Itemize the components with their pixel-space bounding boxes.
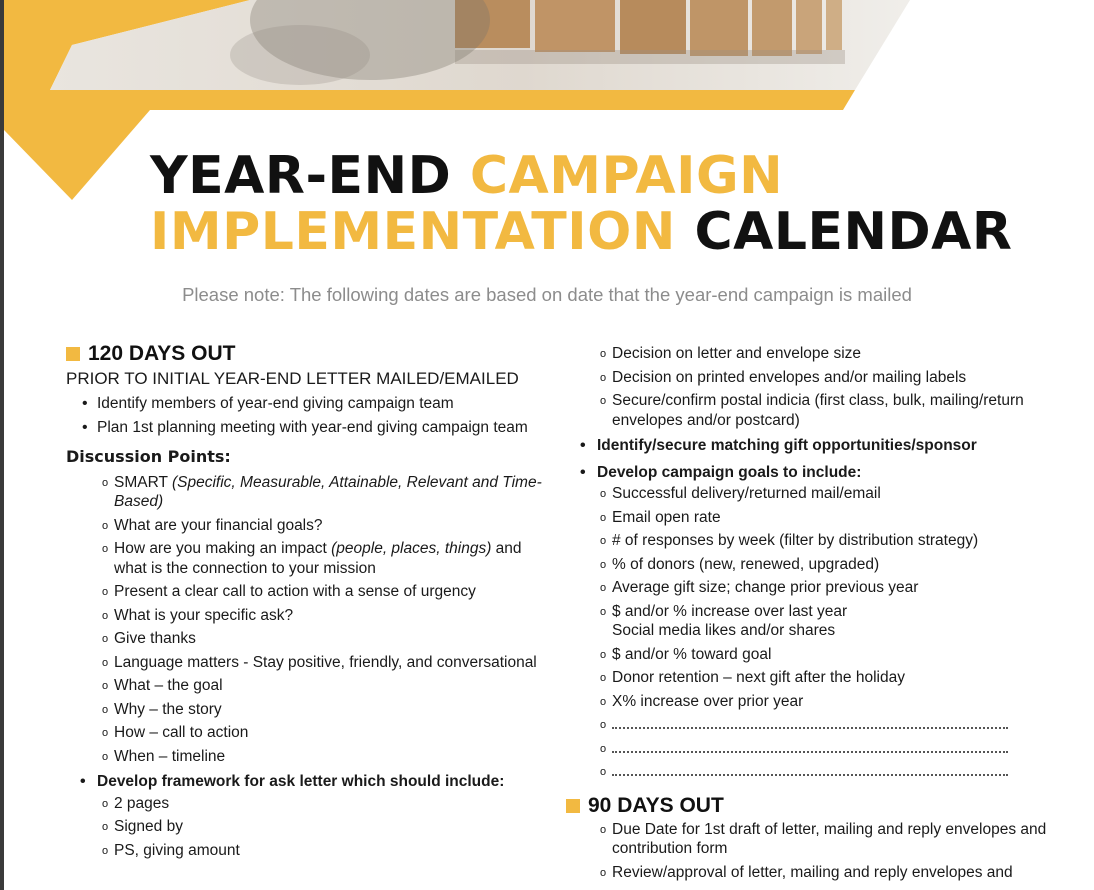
framework-item: o 2 pages bbox=[102, 794, 546, 814]
continued-items bbox=[600, 344, 1056, 430]
goal-item: o % of donors (new, renewed, upgraded) bbox=[600, 555, 1056, 575]
title-implementation: IMPLEMENTATION bbox=[150, 202, 695, 262]
section-120-days-heading bbox=[66, 340, 546, 368]
title-campaign: CAMPAIGN bbox=[469, 146, 784, 206]
dotted-fill-line bbox=[612, 715, 1008, 729]
gold-triangle bbox=[4, 110, 150, 200]
discussion-points-title: Discussion Points: bbox=[66, 447, 231, 466]
goal-item: o Successful delivery/returned mail/email bbox=[600, 484, 1056, 504]
right-column bbox=[566, 344, 1056, 886]
campaign-goals-list bbox=[600, 484, 1056, 782]
cork-tiles bbox=[455, 0, 845, 64]
section-90-items bbox=[600, 820, 1056, 883]
section-90-days-label: 90 DAYS OUT bbox=[588, 793, 724, 817]
goal-item: o Average gift size; change prior previous year bbox=[600, 578, 1056, 598]
blank-goal-line bbox=[600, 762, 1056, 782]
goal-item: o Email open rate bbox=[600, 508, 1056, 528]
matching-bullets bbox=[566, 434, 1056, 484]
framework-bullet: • Develop framework for ask letter which should include: bbox=[66, 770, 546, 794]
date-note: Please note: The following dates are based on date that the year-end campaign is mailed bbox=[182, 284, 912, 305]
title-year-end: YEAR-END bbox=[150, 146, 470, 206]
gold-band bbox=[4, 90, 855, 110]
framework-items bbox=[102, 794, 546, 861]
discussion-item: o Language matters - Stay positive, friendly, and conversational bbox=[102, 653, 546, 673]
title-calendar: CALENDAR bbox=[694, 202, 1013, 262]
discussion-item: o How are you making an impact (people, places, things) and what is the connection to your mission bbox=[102, 539, 546, 578]
goal-item: o $ and/or % increase over last year Social media likes and/or shares bbox=[600, 602, 1056, 641]
continued-item: o Decision on printed envelopes and/or mailing labels bbox=[600, 368, 1056, 388]
goal-item: o $ and/or % toward goal bbox=[600, 645, 1056, 665]
framework-bullets bbox=[66, 770, 546, 794]
discussion-item: o Present a clear call to action with a sense of urgency bbox=[102, 582, 546, 602]
blank-goal-line bbox=[600, 715, 1056, 735]
campaign-goals-bullet: • Develop campaign goals to include: bbox=[566, 461, 1056, 485]
continued-item: o Secure/confirm postal indicia (first class, bulk, mailing/return envelopes and/or postcard) bbox=[600, 391, 1056, 430]
discussion-item: o How – call to action bbox=[102, 723, 546, 743]
section-120-days-subheading: PRIOR TO INITIAL YEAR-END LETTER MAILED/EMAILED bbox=[66, 369, 519, 388]
discussion-points-list bbox=[102, 473, 546, 767]
continued-item: o Decision on letter and envelope size bbox=[600, 344, 1056, 364]
section-120-days-label: 120 DAYS OUT bbox=[88, 342, 236, 365]
gold-square-icon bbox=[566, 799, 580, 813]
framework-item: o PS, giving amount bbox=[102, 841, 546, 861]
dotted-fill-line bbox=[612, 739, 1008, 753]
discussion-item: o Give thanks bbox=[102, 629, 546, 649]
page-title bbox=[150, 148, 1012, 260]
ninety-day-item: o Due Date for 1st draft of letter, mailing and reply envelopes and contribution form bbox=[600, 820, 1056, 859]
goal-item: o # of responses by week (filter by distribution strategy) bbox=[600, 531, 1056, 551]
framework-item: o Signed by bbox=[102, 817, 546, 837]
blank-goal-line bbox=[600, 739, 1056, 759]
goal-item: o X% increase over prior year bbox=[600, 692, 1056, 712]
discussion-item: o What is your specific ask? bbox=[102, 606, 546, 626]
left-column bbox=[66, 340, 546, 864]
goal-item: o Donor retention – next gift after the holiday bbox=[600, 668, 1056, 688]
section-90-days-heading bbox=[566, 792, 1056, 820]
matching-gift-bullet: • Identify/secure matching gift opportunities/sponsor bbox=[566, 434, 1056, 458]
discussion-item: o Why – the story bbox=[102, 700, 546, 720]
discussion-item: o When – timeline bbox=[102, 747, 546, 767]
bullet-item: • Identify members of year-end giving campaign team bbox=[66, 392, 546, 416]
discussion-item: o SMART (Specific, Measurable, Attainable, Relevant and Time-Based) bbox=[102, 473, 546, 512]
bullet-item: • Plan 1st planning meeting with year-end giving campaign team bbox=[66, 416, 546, 440]
gold-square-icon bbox=[66, 347, 80, 361]
section-120-bullets bbox=[66, 392, 546, 439]
discussion-item: o What – the goal bbox=[102, 676, 546, 696]
ninety-day-item: o Review/approval of letter, mailing and reply envelopes and bbox=[600, 863, 1056, 883]
discussion-item: o What are your financial goals? bbox=[102, 516, 546, 536]
dotted-fill-line bbox=[612, 762, 1008, 776]
